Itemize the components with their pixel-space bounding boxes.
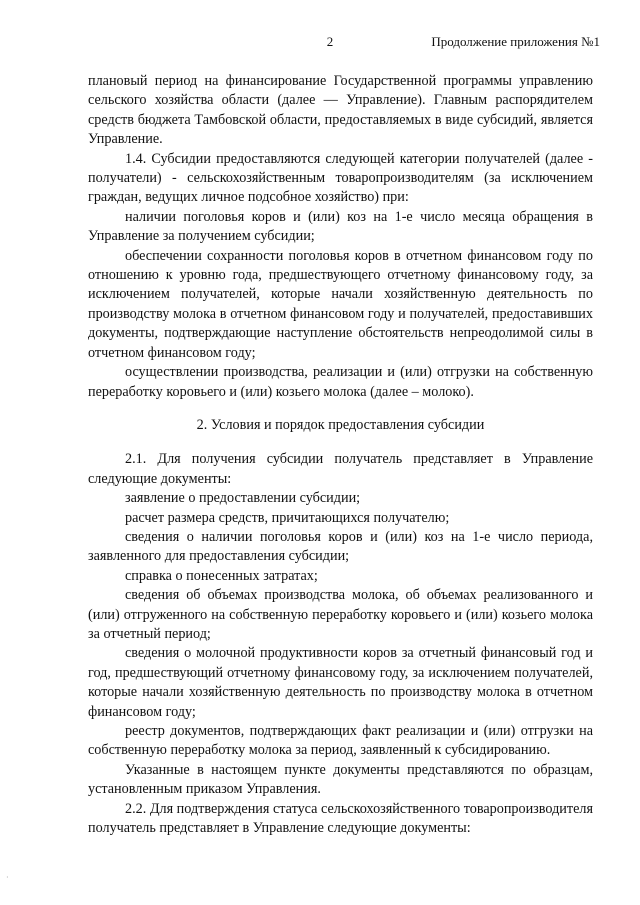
condition-livestock-availability: наличии поголовья коров и (или) коз на 1-е число месяца обращения в Управление за получением субсидии;	[88, 208, 593, 245]
document-item-application: заявление о предоставлении субсидии;	[125, 490, 361, 507]
document-body	[88, 72, 593, 838]
section-2-heading: 2. Условия и порядок предоставления субсидии	[196, 416, 485, 433]
paragraph-2-1-documents: 2.1. Для получения субсидии получатель представляет в Управление следующие документы:	[88, 451, 593, 487]
document-item-production-volumes: сведения об объемах производства молока, об объемах реализованного и (или) отгруженного на собственную переработку коровьего и (или) козьего молока за отчетный период;	[88, 587, 593, 642]
document-item-livestock-info: сведения о наличии поголовья коров и (или) коз на 1-е число периода, заявленного для предоставления субсидии;	[88, 528, 593, 565]
scan-margin-mark: ·	[6, 873, 9, 882]
paragraph-2-2-status-confirmation: 2.2. Для подтверждения статуса сельскохозяйственного товаропроизводителя получатель представляет в Управление следующие документы:	[88, 800, 593, 837]
paragraph-funding-intro: плановый период на финансирование Государственной программы управлению сельского хозяйства области (далее — Управление). Главным распорядителем средств бюджета Тамбовской области, предоставляемых в виде субсидий, является Управление.	[88, 73, 593, 148]
document-item-expenses-certificate: справка о понесенных затратах;	[125, 567, 318, 584]
document-item-calculation: расчет размера средств, причитающихся получателю;	[125, 509, 450, 526]
condition-livestock-preservation: обеспечении сохранности поголовья коров в отчетном финансовом году по отношению к уровню года, предшествующего отчетному финансовому году, за исключением получателей, которые начали хозяйственную деятельность по производству молока в отчетном финансовом году и получателей, предоставивших документы, подтверждающие наступление обстоятельств непреодолимой силы в отчетном финансовом году;	[88, 247, 593, 361]
appendix-continuation-note: Продолжение приложения №1	[431, 34, 600, 49]
document-item-milk-productivity: сведения о молочной продуктивности коров за отчетный финансовый год и год, предшествующий отчетному финансовому году, за исключением получателей, которые начали хозяйственную деятельность по производству молока в отчетном финансовом году;	[88, 645, 593, 720]
paragraph-1-4-recipients: 1.4. Субсидии предоставляются следующей категории получателей (далее - получатели) - сельскохозяйственным товаропроизводителям (за исключением граждан, ведущих личное подсобное хозяйство) при:	[88, 150, 593, 206]
paragraph-document-templates: Указанные в настоящем пункте документы представляются по образцам, установленным приказом Управления.	[88, 761, 593, 798]
document-item-sales-registry: реестр документов, подтверждающих факт реализации и (или) отгрузки на собственную переработку молока за период, заявленный к субсидированию.	[88, 723, 593, 759]
page-number: 2	[326, 34, 334, 49]
condition-milk-production: осуществлении производства, реализации и (или) отгрузки на собственную переработку коровьего и (или) козьего молока (далее – молоко).	[88, 364, 593, 400]
